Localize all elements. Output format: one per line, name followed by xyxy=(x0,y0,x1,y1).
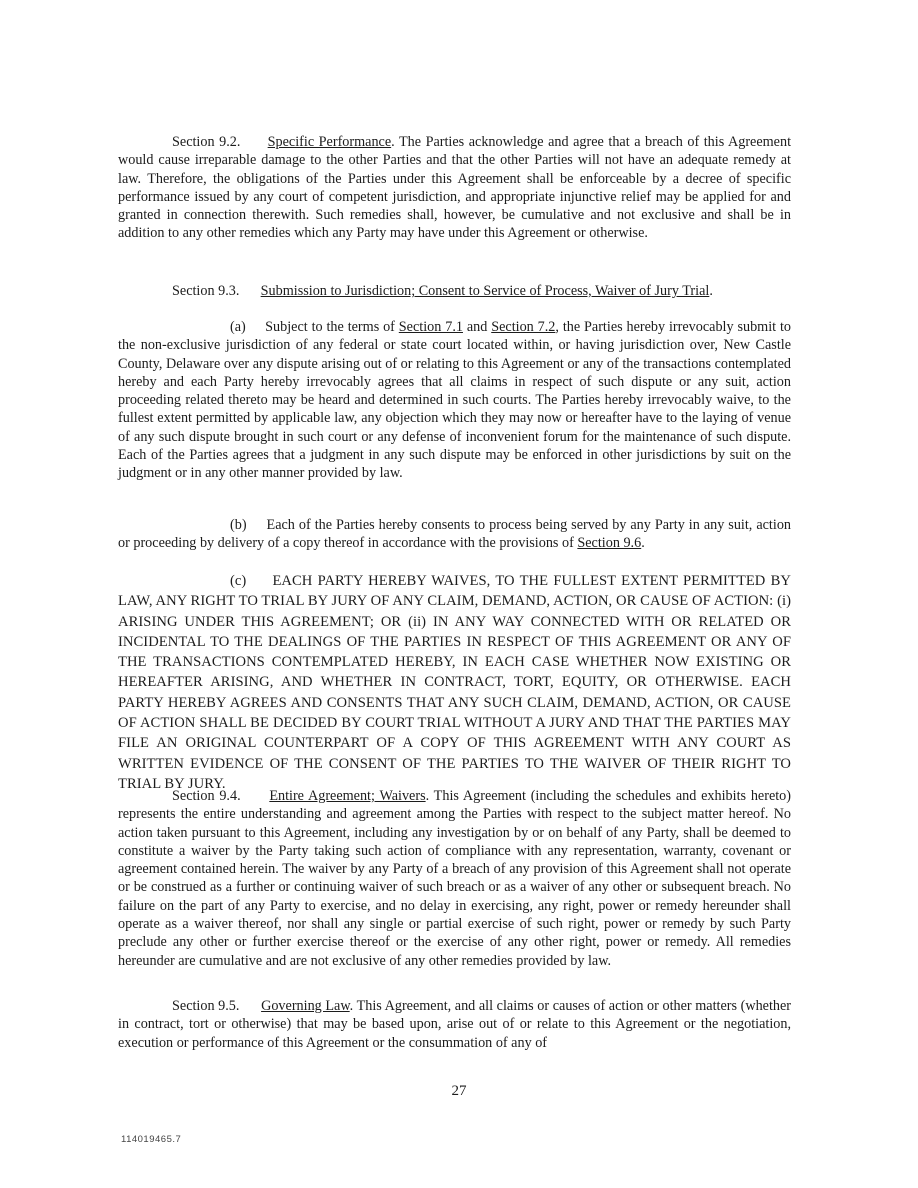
section-9-3-b-paragraph: (b) Each of the Parties hereby consents to process being served by any Party in any suit, action or proceeding by delivery of a copy thereof in accordance with the provisions of Section 9.6. xyxy=(118,517,792,552)
section-9-5-number: Section 9.5. xyxy=(172,998,240,1014)
clause-a-text-3: , the Parties hereby irrevocably submit to the non-exclusive jurisdiction of any federal or state court located within, or having jurisdiction over, New Castle County, Delaware over any dispute arising out of or relating to this Agreement or any of the transactions contemplated hereby and each Party hereby irrevocably agrees that all claims in respect of such dispute or any suit, action proceeding related thereto may be heard and determined in such courts. The Parties hereby irrevocably waive, to the fullest extent permitted by applicable law, any objection which they may now or hereafter have to the laying of venue of any such dispute brought in such court or any defense of inconvenient forum for the maintenance of such dispute. Each of the Parties agrees that a judgment in any such dispute may be enforced in other jurisdictions by suit on the judgment or in any other manner provided by law. xyxy=(118,319,792,482)
section-9-6-reference[interactable]: Section 9.6 xyxy=(577,535,642,552)
section-9-3-number: Section 9.3. xyxy=(172,283,240,299)
section-7-1-reference[interactable]: Section 7.1 xyxy=(398,319,463,335)
section-9-4-body: . This Agreement (including the schedules and exhibits hereto) represents the entire understanding and agreement among the Parties with respect to the subject matter hereof. No action taken pursuant to this Agreement, including any investigation by or on behalf of any Party, shall be deemed to constitute a waiver by the Party taking such action of compliance with any representation, warranty, covenant or agreement contained herein. The waiver by any Party of a breach of any provision of this Agreement shall not operate or be construed as a further or continuing waiver of such breach or as a waiver of any other or subsequent breach. No failure on the part of any Party to exercise, and no delay in exercising, any right, power or remedy hereunder shall operate as a waiver thereof, nor shall any single or partial exercise of such right, power or remedy by such Party preclude any other or further exercise thereof or the exercise of any other right, power or remedy. All remedies hereunder are cumulative and are not exclusive of any other remedies provided by law. xyxy=(118,788,791,969)
section-9-5-title: Governing Law xyxy=(261,998,350,1014)
clause-a-text-2: and xyxy=(462,319,492,335)
section-9-4-title: Entire Agreement; Waivers xyxy=(269,788,426,804)
section-9-3-heading: Section 9.3. Submission to Jurisdiction; Consent to Service of Process, Waiver of Jury Trial. xyxy=(172,283,713,299)
section-9-2-number: Section 9.2. xyxy=(172,134,241,150)
page-number: 27 xyxy=(451,1083,467,1099)
section-9-4-number: Section 9.4. xyxy=(172,788,241,804)
section-9-3-c-paragraph xyxy=(118,571,791,794)
section-9-4-paragraph xyxy=(118,787,791,970)
section-7-2-reference[interactable]: Section 7.2 xyxy=(491,319,556,335)
section-9-3-title: Submission to Jurisdiction; Consent to Service of Process, Waiver of Jury Trial xyxy=(260,283,710,299)
clause-c-label: (c) xyxy=(230,573,247,589)
section-9-2-title: Specific Performance xyxy=(267,134,392,150)
clause-b-label: (b) xyxy=(230,517,247,533)
section-9-2-paragraph xyxy=(118,133,791,243)
clause-c-text: EACH PARTY HEREBY WAIVES, TO THE FULLEST EXTENT PERMITTED BY LAW, ANY RIGHT TO TRIAL BY JURY OF ANY CLAIM, DEMAND, ACTION, OR CAUSE OF ACTION: (i) ARISING UNDER THIS AGREEMENT; OR (ii) IN ANY WAY CONNECTED WITH OR RELATED OR INCIDENTAL TO THE DEALINGS OF THE PARTIES IN RESPECT OF THIS AGREEMENT OR ANY OF THE TRANSACTIONS CONTEMPLATED HEREBY, IN EACH CASE WHETHER NOW EXISTING OR HEREAFTER ARISING, AND WHETHER IN CONTRACT, TORT, EQUITY, OR OTHERWISE. EACH PARTY HEREBY AGREES AND CONSENTS THAT ANY SUCH CLAIM, DEMAND, ACTION, OR CAUSE OF ACTION SHALL BE DECIDED BY COURT TRIAL WITHOUT A JURY AND THAT THE PARTIES MAY FILE AN ORIGINAL COUNTERPART OF A COPY OF THIS AGREEMENT WITH ANY COURT AS WRITTEN EVIDENCE OF THE CONSENT OF THE PARTIES TO THE WAIVER OF THEIR RIGHT TO TRIAL BY JURY. xyxy=(118,573,791,792)
section-9-5-body: . This Agreement, and all claims or causes of action or other matters (whether in contract, tort or otherwise) that may be based upon, arise out of or relate to this Agreement or the negotiation, execution or performance of this Agreement or the consummation of any of xyxy=(118,998,792,1051)
clause-b-text: Each of the Parties hereby consents to process being served by any Party in any suit, action or proceeding by delivery of a copy thereof in accordance with the provisions of xyxy=(118,517,792,552)
document-id: 114019465.7 xyxy=(121,1134,182,1145)
clause-a-label: (a) xyxy=(230,319,246,335)
clause-a-text-1: Subject to the terms of xyxy=(265,319,399,335)
section-9-3-a-paragraph xyxy=(118,318,791,483)
section-9-2-body: . The Parties acknowledge and agree that a breach of this Agreement would cause irreparable damage to the other Parties and that the other Parties will not have an adequate remedy at law. Therefore, the obligations of the Parties under this Agreement shall be enforceable by a decree of specific performance issued by any court of competent jurisdiction, and appropriate injunctive relief may be applied for and granted in connection therewith. Such remedies shall, however, be cumulative and not exclusive and shall be in addition to any other remedies which any Party may have under this Agreement or otherwise. xyxy=(118,134,792,242)
section-9-5-paragraph xyxy=(118,997,791,1052)
